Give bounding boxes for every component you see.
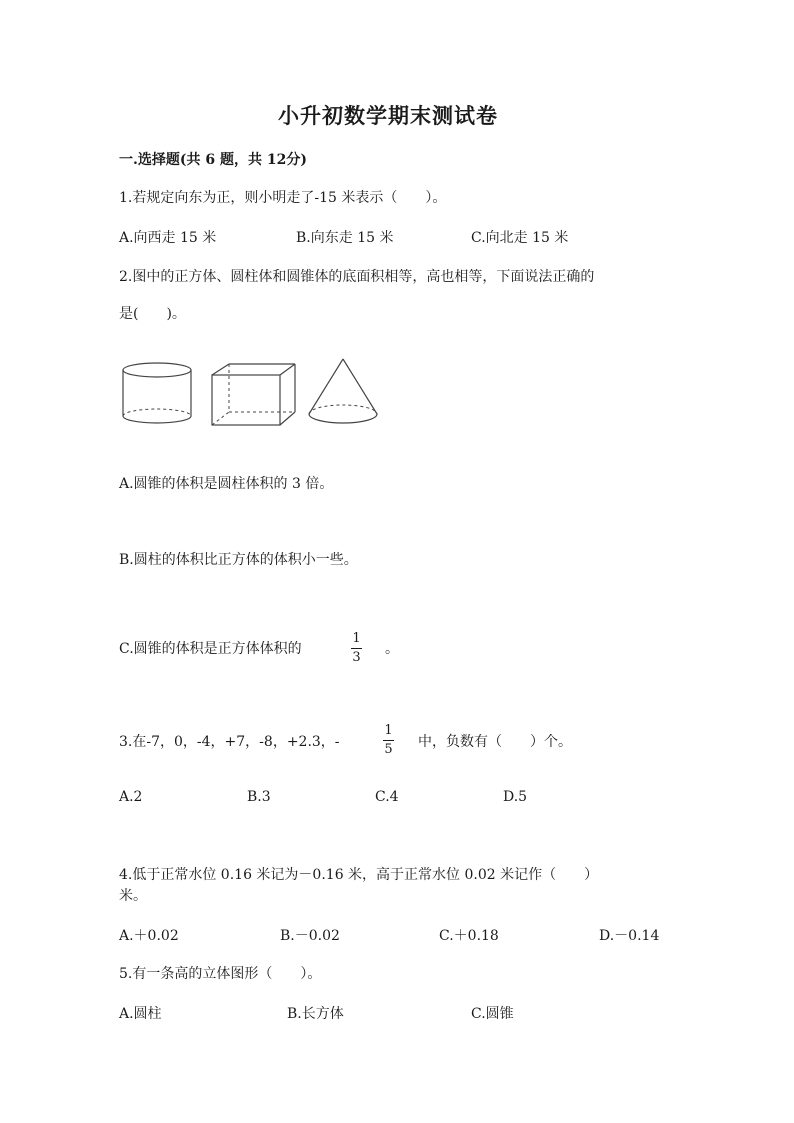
q5-option-a: A.圆柱 bbox=[119, 1006, 162, 1022]
q1-option-a: A.向西走 15 米 bbox=[119, 230, 217, 246]
cube-icon bbox=[209, 362, 299, 428]
question-1: 1.若规定向东为正，则小明走了-15 米表示（ ）。 bbox=[119, 190, 447, 206]
q4-option-b: B.－0.02 bbox=[280, 928, 340, 944]
fraction-numerator: 1 bbox=[384, 723, 393, 738]
q2-option-c-suffix: 。 bbox=[385, 641, 399, 657]
question-2-line-2: 是( )。 bbox=[119, 306, 186, 322]
q2-option-c-fraction bbox=[351, 632, 362, 665]
fraction-numerator: 1 bbox=[352, 631, 361, 646]
section-heading: 一.选择题(共 6 题，共 12分) bbox=[119, 152, 307, 168]
cone-icon bbox=[306, 356, 380, 428]
q4-option-d: D.－0.14 bbox=[599, 928, 660, 944]
question-5: 5.有一条高的立体图形（ ）。 bbox=[119, 966, 322, 982]
q3-fraction bbox=[383, 724, 394, 757]
q4-option-c: C.＋0.18 bbox=[439, 928, 499, 944]
q5-option-b: B.长方体 bbox=[287, 1006, 344, 1022]
fraction-bar bbox=[383, 740, 394, 741]
q5-option-c: C.圆锥 bbox=[471, 1006, 514, 1022]
q1-option-c: C.向北走 15 米 bbox=[471, 230, 569, 246]
fraction-denominator: 3 bbox=[352, 650, 361, 665]
q3-option-d: D.5 bbox=[503, 789, 528, 805]
q4-option-a: A.＋0.02 bbox=[119, 928, 179, 944]
q2-option-b: B.圆柱的体积比正方体的体积小一些。 bbox=[119, 552, 358, 568]
q2-option-a: A.圆锥的体积是圆柱体积的 3 倍。 bbox=[119, 476, 334, 492]
fraction-bar bbox=[351, 648, 362, 649]
page-title: 小升初数学期末测试卷 bbox=[278, 103, 498, 128]
fraction-denominator: 5 bbox=[384, 742, 393, 757]
question-3-prefix: 3.在-7，0，-4，+7，-8，+2.3，- bbox=[119, 734, 340, 750]
question-2-line-1: 2.图中的正方体、圆柱体和圆锥体的底面积相等，高也相等，下面说法正确的 bbox=[119, 269, 595, 285]
question-3-suffix: 中，负数有（ ）个。 bbox=[418, 734, 572, 750]
q2-option-c: C.圆锥的体积是正方体体积的 bbox=[119, 641, 302, 657]
q3-option-c: C.4 bbox=[375, 789, 399, 805]
question-4-line-1: 4.低于正常水位 0.16 米记为－0.16 米，高于正常水位 0.02 米记作（ ） bbox=[119, 867, 599, 883]
question-4-line-2: 米。 bbox=[119, 888, 147, 904]
q3-option-a: A.2 bbox=[119, 789, 143, 805]
cylinder-icon bbox=[120, 360, 194, 428]
q3-option-b: B.3 bbox=[247, 789, 271, 805]
q1-option-b: B.向东走 15 米 bbox=[296, 230, 394, 246]
